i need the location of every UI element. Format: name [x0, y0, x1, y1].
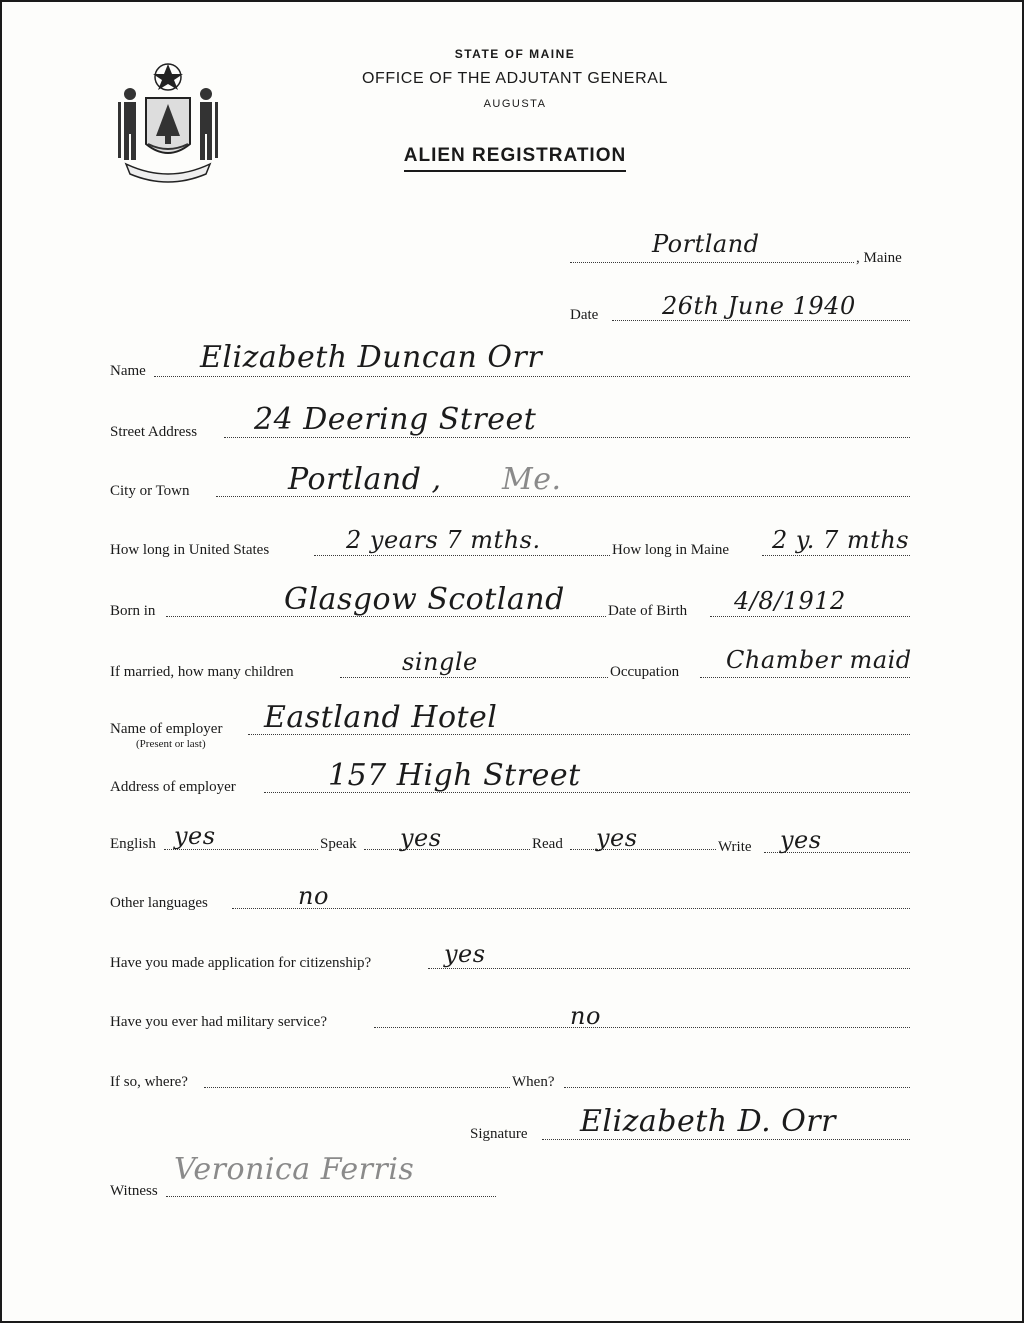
- header-office: OFFICE OF THE ADJUTANT GENERAL: [361, 70, 669, 87]
- write-value: yes: [780, 826, 822, 854]
- city-value: Portland ,: [288, 462, 442, 497]
- city-label: City or Town: [110, 483, 190, 499]
- read-value: yes: [596, 824, 638, 852]
- name-label: Name: [110, 363, 146, 379]
- name-value: Elizabeth Duncan Orr: [200, 340, 543, 375]
- military-label: Have you ever had military service?: [110, 1014, 327, 1030]
- speak-value: yes: [400, 824, 442, 852]
- when-label: When?: [512, 1074, 555, 1090]
- employer-label: Name of employer: [110, 721, 223, 737]
- write-label: Write: [718, 839, 752, 855]
- where-label: If so, where?: [110, 1074, 188, 1090]
- employer-value: Eastland Hotel: [264, 700, 498, 735]
- witness-value: Veronica Ferris: [174, 1152, 415, 1187]
- citizenship-value: yes: [444, 940, 486, 968]
- children-value: single: [402, 648, 478, 676]
- employer-sublabel: (Present or last): [136, 738, 206, 750]
- form-title: ALIEN REGISTRATION: [302, 145, 728, 167]
- witness-label: Witness: [110, 1183, 158, 1199]
- date-of-birth-value: 4/8/1912: [734, 587, 846, 615]
- occupation-value: Chamber maid: [726, 646, 912, 674]
- state-seal-icon: [112, 58, 224, 186]
- signature-label: Signature: [470, 1126, 528, 1142]
- occupation-label: Occupation: [610, 664, 680, 680]
- date-of-birth-label: Date of Birth: [608, 603, 688, 619]
- other-languages-label: Other languages: [110, 895, 208, 911]
- time-in-us-value: 2 years 7 mths.: [346, 526, 541, 554]
- english-value: yes: [174, 822, 216, 850]
- time-in-maine-value: 2 y. 7 mths: [772, 526, 910, 554]
- citizenship-label: Have you made application for citizenship?: [110, 955, 372, 971]
- time-in-maine-label: How long in Maine: [612, 542, 730, 558]
- place-label: , Maine: [856, 250, 902, 266]
- born-in-value: Glasgow Scotland: [284, 582, 565, 617]
- header-city: AUGUSTA: [483, 98, 547, 110]
- employer-address-value: 157 High Street: [328, 758, 581, 793]
- date-label: Date: [570, 307, 599, 323]
- street-address-label: Street Address: [110, 424, 198, 440]
- children-label: If married, how many children: [110, 664, 294, 680]
- other-languages-value: no: [298, 882, 329, 910]
- place-value: Portland: [652, 230, 760, 258]
- signature-value: Elizabeth D. Orr: [580, 1104, 836, 1139]
- date-value: 26th June 1940: [662, 292, 856, 320]
- street-address-value: 24 Deering Street: [254, 402, 537, 437]
- header-state: STATE OF MAINE: [454, 47, 576, 61]
- read-label: Read: [532, 836, 563, 852]
- speak-label: Speak: [320, 836, 357, 852]
- english-label: English: [110, 836, 156, 852]
- time-in-us-label: How long in United States: [110, 542, 270, 558]
- born-in-label: Born in: [110, 603, 156, 619]
- state-abbrev-value: Me.: [502, 462, 562, 497]
- military-value: no: [570, 1002, 601, 1030]
- employer-address-label: Address of employer: [110, 779, 236, 795]
